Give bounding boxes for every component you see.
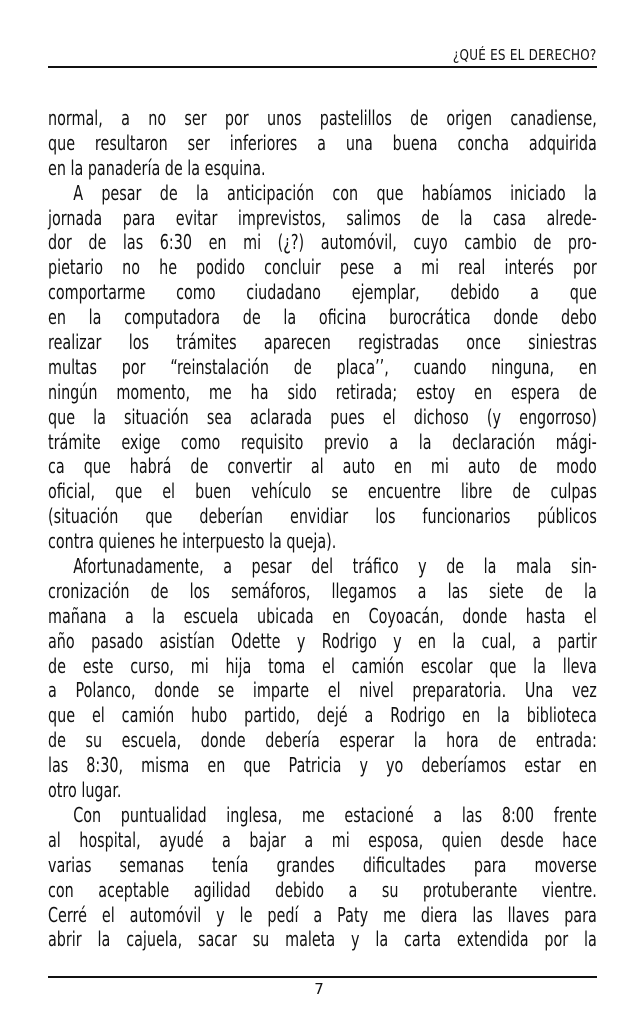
running-header: ¿QUÉ ES EL DERECHO?	[453, 46, 597, 64]
text-line: ningún momento, me ha sido retirada; estoy en espera de	[48, 379, 597, 404]
text-line: que resultaron ser inferiores a una buena concha adquirida	[48, 130, 597, 155]
text-line: Cerré el automóvil y le pedí a Paty me diera las llaves para	[48, 902, 597, 927]
text-line: normal, a no ser por unos pastelillos de origen canadiense,	[48, 106, 597, 130]
text-line: comportarme como ciudadano ejemplar, debido a que	[48, 280, 597, 305]
text-line: oficial, que el buen vehículo se encuentre libre de culpas	[48, 479, 597, 504]
text-line: contra quienes he interpuesto la queja).	[48, 529, 337, 554]
page-number: 7	[314, 980, 324, 998]
text-line: multas por “reinstalación de placa’’, cuando ninguna, en	[48, 354, 597, 379]
paragraph	[48, 803, 597, 952]
text-line: realizar los trámites aparecen registradas once siniestras	[48, 330, 597, 355]
text-line: en la panadería de la esquina.	[48, 155, 266, 180]
text-line: trámite exige como requisito previo a la declaración mági-	[48, 429, 597, 454]
text-line: Con puntualidad inglesa, me estacioné a las 8:00 frente	[73, 802, 597, 827]
text-line: a Polanco, donde se imparte el nivel preparatoria. Una vez	[48, 678, 597, 703]
paragraph	[48, 181, 597, 554]
text-line: jornada para evitar imprevistos, salimos de la casa alrede-	[48, 205, 597, 230]
text-line: abrir la cajuela, sacar su maleta y la carta extendida por la	[48, 927, 597, 952]
text-line: año pasado asistían Odette y Rodrigo y en la cual, a partir	[48, 628, 597, 653]
body-text	[48, 106, 597, 952]
text-line: otro lugar.	[48, 778, 122, 803]
text-line: (situación que deberían envidiar los funcionarios públicos	[48, 504, 597, 529]
text-line: con aceptable agilidad debido a su protuberante vientre.	[48, 877, 597, 902]
footer-rule	[48, 976, 597, 978]
text-line: cronización de los semáforos, llegamos a las siete de la	[48, 578, 597, 603]
text-line: en la computadora de la oficina burocrática donde debo	[48, 305, 597, 330]
text-line: de este curso, mi hija toma el camión escolar que la lleva	[48, 653, 597, 678]
text-line: Afortunadamente, a pesar del tráfico y de la mala sin-	[73, 554, 597, 579]
text-line: al hospital, ayudé a bajar a mi esposa, quien desde hace	[48, 827, 597, 852]
text-line: A pesar de la anticipación con que habíamos iniciado la	[73, 180, 597, 205]
paragraph	[48, 554, 597, 803]
text-line: varias semanas tenía grandes dificultades para moverse	[48, 852, 597, 877]
paragraph	[48, 106, 597, 181]
text-line: dor de las 6:30 en mi (¿?) automóvil, cuyo cambio de pro-	[48, 230, 597, 255]
text-line: que la situación sea aclarada pues el dichoso (y engorroso)	[48, 404, 597, 429]
text-line: de su escuela, donde debería esperar la hora de entrada:	[48, 728, 597, 753]
text-line: pietario no he podido concluir pese a mi real interés por	[48, 255, 597, 280]
text-line: las 8:30, misma en que Patricia y yo deberíamos estar en	[48, 753, 597, 778]
header-rule	[48, 66, 597, 68]
text-line: que el camión hubo partido, dejé a Rodrigo en la biblioteca	[48, 703, 597, 728]
text-line: mañana a la escuela ubicada en Coyoacán, donde hasta el	[48, 603, 597, 628]
text-line: ca que habrá de convertir al auto en mi auto de modo	[48, 454, 597, 479]
